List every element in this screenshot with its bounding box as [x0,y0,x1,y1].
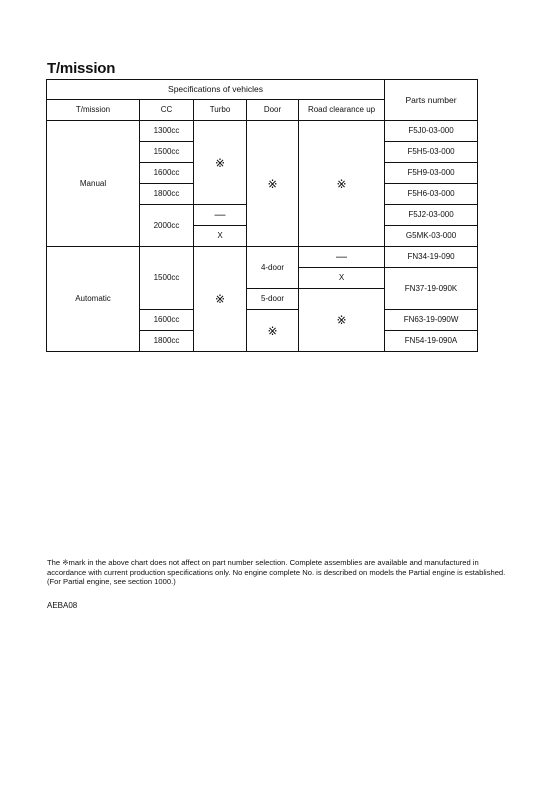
manual-cc-1800: 1800cc [140,184,194,205]
manual-cc-1300: 1300cc [140,121,194,142]
column-header-cc: CC [140,100,194,121]
manual-cc-1600: 1600cc [140,163,194,184]
column-header-turbo: Turbo [194,100,247,121]
manual-cc-1500: 1500cc [140,142,194,163]
column-header-door: Door [247,100,299,121]
automatic-road-clearance-x: X [299,268,385,289]
automatic-road-clearance-mark: ※ [299,289,385,352]
part-number: G5MK-03-000 [385,226,478,247]
part-number: FN63-19-090W [385,310,478,331]
manual-cc-2000: 2000cc [140,205,194,247]
manual-door-mark: ※ [247,121,299,247]
automatic-cc-1800: 1800cc [140,331,194,352]
automatic-road-clearance-dash: — [299,247,385,268]
transmission-parts-table [46,79,478,352]
automatic-transmission-label: Automatic [47,247,140,352]
automatic-cc-1600: 1600cc [140,310,194,331]
document-code: AEBA08 [47,601,78,610]
part-number: F5H5-03-000 [385,142,478,163]
part-number: FN34-19-090 [385,247,478,268]
manual-turbo-x: X [194,226,247,247]
specifications-header: Specifications of vehicles [47,80,385,100]
part-number: F5H6-03-000 [385,184,478,205]
part-number: F5J2-03-000 [385,205,478,226]
automatic-cc-1500: 1500cc [140,247,194,310]
manual-road-clearance-mark: ※ [299,121,385,247]
manual-turbo-mark: ※ [194,121,247,205]
column-header-transmission: T/mission [47,100,140,121]
part-number: F5J0-03-000 [385,121,478,142]
manual-turbo-dash: — [194,205,247,226]
column-header-road-clearance: Road clearance up [299,100,385,121]
automatic-turbo-mark: ※ [194,247,247,352]
footnote: The ※mark in the above chart does not affect on part number selection. Complete assemblies are available and manufactured in accordance with current production specifications only. No engine complete No. is described on models the Partial engine is established. (For Partial engine, see section 1000.) [47,558,506,586]
automatic-door-mark: ※ [247,310,299,352]
automatic-door-5: 5-door [247,289,299,310]
part-number: FN37-19-090K [385,268,478,310]
parts-number-header: Parts number [385,80,478,121]
part-number: F5H9-03-000 [385,163,478,184]
page-title: T/mission [47,60,116,77]
automatic-door-4: 4-door [247,247,299,289]
part-number: FN54-19-090A [385,331,478,352]
manual-transmission-label: Manual [47,121,140,247]
